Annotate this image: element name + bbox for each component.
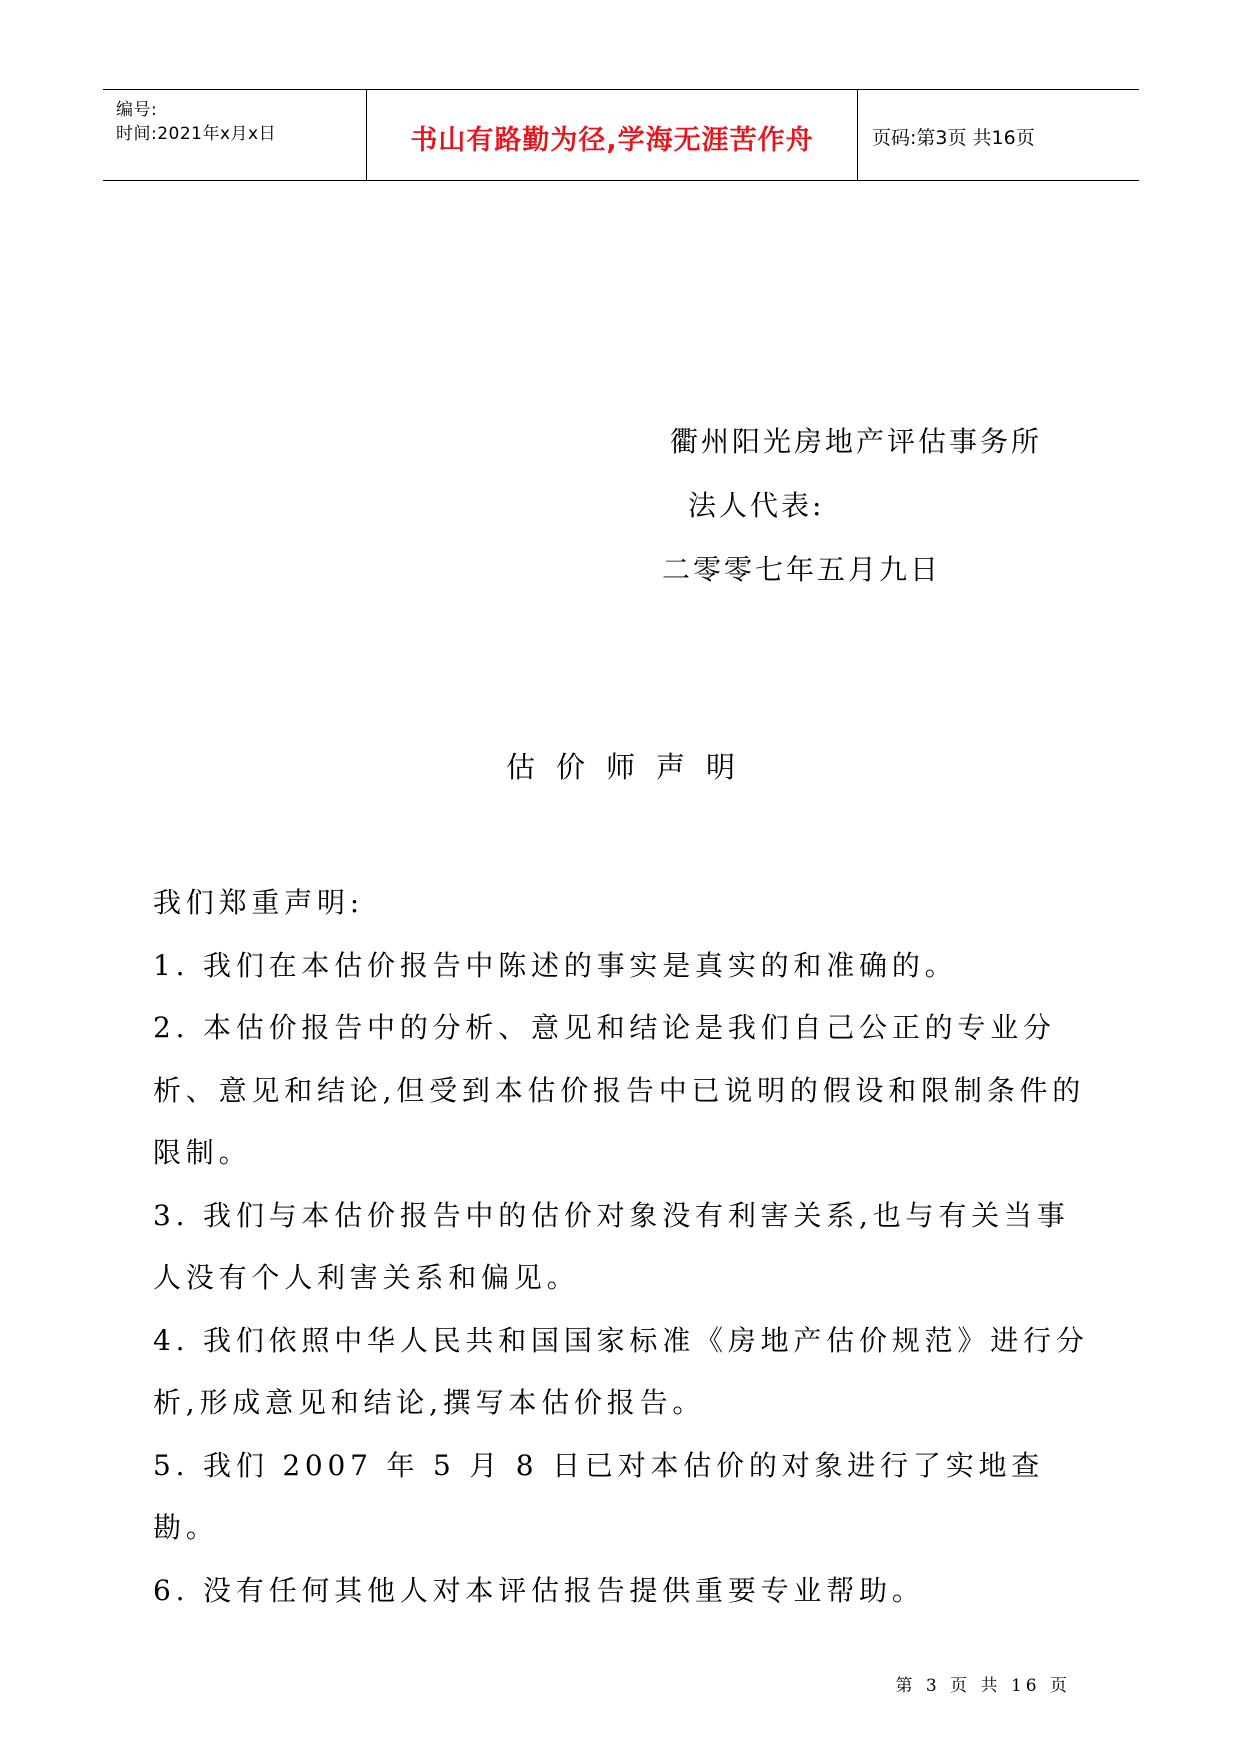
legal-representative-label: 法人代表: xyxy=(688,489,825,522)
header-motto-cell xyxy=(367,90,858,180)
statement-item: 3. 我们与本估价报告中的估价对象没有利害关系,也与有关当事人没有个人利害关系和偏见。 xyxy=(153,1198,1070,1294)
motto: 书山有路勤为径,学海无涯苦作舟 xyxy=(410,125,814,156)
statement-item: 1. 我们在本估价报告中陈述的事实是真实的和准确的。 xyxy=(153,948,958,982)
statement-item: 6. 没有任何其他人对本评估报告提供重要专业帮助。 xyxy=(153,1573,925,1607)
statement-title: 估价师声明 xyxy=(505,750,756,784)
time-line: 时间:2021年x月x日 xyxy=(116,124,277,144)
statement-body xyxy=(153,872,1098,1622)
company-name: 衢州阳光房地产评估事务所 xyxy=(670,425,1043,458)
serial-number-label: 编号: xyxy=(116,100,158,120)
page-footer: 第 3 页 共 16 页 xyxy=(895,1676,1071,1696)
statement-item: 4. 我们依照中华人民共和国国家标准《房地产估价规范》进行分析,形成意见和结论,撰写本估价报告。 xyxy=(153,1323,1089,1419)
header-meta-cell xyxy=(103,90,367,180)
statement-item: 2. 本估价报告中的分析、意见和结论是我们自己公正的专业分析、意见和结论,但受到本估价报告中已说明的假设和限制条件的限制。 xyxy=(153,1011,1086,1169)
signature-date: 二零零七年五月九日 xyxy=(662,553,942,586)
header-page-cell xyxy=(858,90,1139,180)
document-header xyxy=(103,89,1139,181)
statement-intro: 我们郑重声明: xyxy=(153,886,365,919)
statement-item: 5. 我们 2007 年 5 月 8 日已对本估价的对象进行了实地查勘。 xyxy=(153,1448,1045,1544)
header-page-info: 页码:第3页 共16页 xyxy=(872,127,1035,149)
